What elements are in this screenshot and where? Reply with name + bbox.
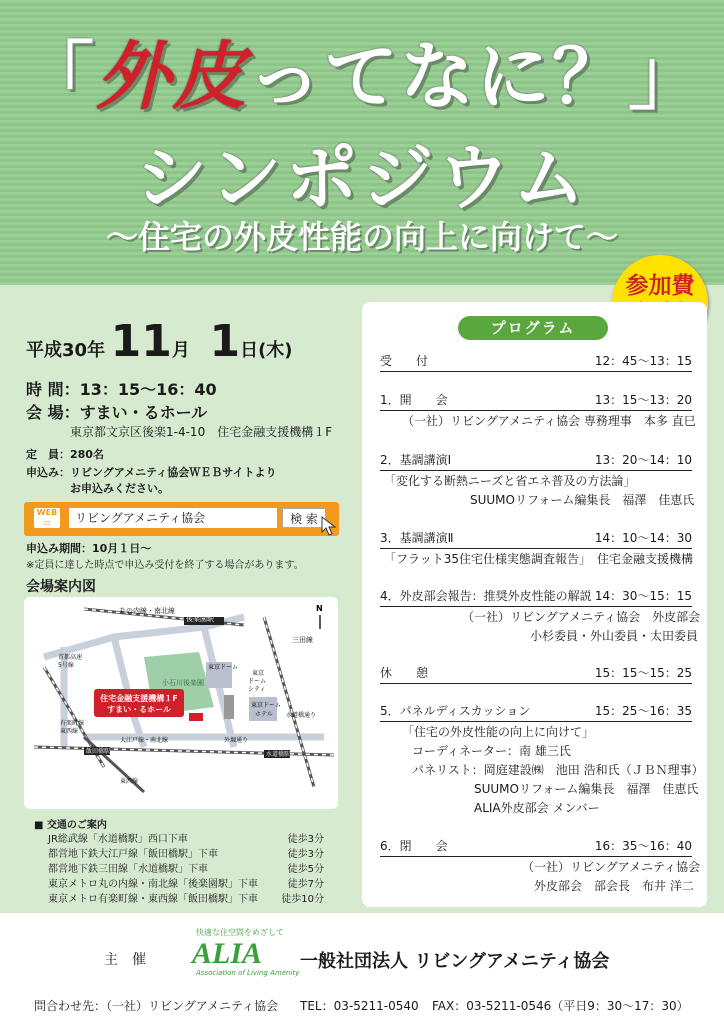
divider — [380, 548, 692, 549]
web-icon: WEB ▭ — [34, 508, 60, 528]
contact-tel: TEL：03-5211-0540 — [300, 999, 419, 1013]
cursor-icon — [320, 516, 338, 536]
host-organization: 一般社団法人 リビングアメニティ協会 — [300, 951, 610, 972]
apply-info: 申込み：リビングアメニティ協会ＷＥＢサイトより — [26, 466, 277, 479]
access-item: 都営地下鉄大江戸線「飯田橋駅」下車 徒歩3分 — [48, 849, 324, 860]
map-label-marunouchi: 丸の内線・南北線 — [119, 607, 175, 615]
program-break: 休 憩 15：15〜15：25 — [380, 666, 692, 680]
program-keynote1-speaker: SUUMOリフォーム編集長 福澤 佳恵氏 — [470, 493, 695, 507]
divider — [380, 721, 692, 722]
program-panel-title: 「住宅の外皮性能の向上に向けて」 — [402, 725, 595, 739]
program-keynote1: 2．基調講演Ⅰ 13：20〜14：10 — [380, 453, 692, 467]
map-label-korakuen: 後楽園駅 — [186, 615, 214, 623]
header-banner — [0, 0, 724, 285]
map-label-hotel1: 東京ドーム — [251, 702, 282, 709]
program-panel-panelist2: SUUMOリフォーム編集長 福澤 佳恵氏 — [474, 782, 699, 796]
map-label-yurakucho1: 有楽町線 — [60, 720, 85, 727]
program-panel-panelist3: ALIA外皮部会 メンバー — [474, 801, 600, 815]
map-label-suidobashi-st: 水道橋駅 — [266, 751, 291, 758]
map-label-iidabashi: 飯田橋駅 — [86, 748, 111, 755]
program-closing-org: （一社）リビングアメニティ協会 — [522, 860, 701, 874]
venue-map — [24, 597, 338, 809]
program-panel-coordinator: コーディネーター：南 雄三氏 — [412, 744, 571, 758]
free-admission-badge: 参加費 — [612, 255, 708, 351]
map-label-suidobashi-ave: 水道橋通り — [286, 712, 317, 719]
venue-marker — [189, 713, 203, 721]
program-keynote2-title: 「フラット35住宅仕様実態調査報告」 住宅金融支援機構 — [384, 552, 694, 566]
program-opening: 1．開 会 13：15〜13：20 — [380, 393, 692, 407]
program-report-members: 小杉委員・外山委員・太田委員 — [530, 629, 699, 643]
program-keynote2: 3．基調講演Ⅱ 14：10〜14：30 — [380, 531, 692, 545]
program-closing: 6．閉 会 16：35〜16：40 — [380, 839, 692, 853]
program-report: 4．外皮部会報告：推奨外皮性能の解説 14：30〜15：15 — [380, 589, 692, 603]
apply-info-2: お申込みください。 — [70, 482, 169, 495]
map-label-dome: 東京ドーム — [208, 664, 239, 671]
map-label-north: N — [316, 604, 323, 613]
logo-tagline: 快適な住空間をめざして — [196, 928, 284, 937]
event-time: 時 間：13：15〜16：40 — [26, 380, 217, 399]
program-keynote1-title: 「変化する断熱ニーズと省エネ普及の方法論」 — [384, 474, 636, 488]
host-label: 主 催 — [104, 952, 146, 968]
map-label-yurakucho2: 東西線 — [60, 728, 79, 735]
access-item: JR総武線「水道橋駅」西口下車 徒歩3分 — [48, 834, 324, 845]
map-label-sotobori: 外堀通り — [224, 737, 249, 744]
map-label-city1: 東京 — [252, 670, 265, 677]
apply-period: 申込み期間：10月１日〜 — [26, 542, 152, 555]
access-heading: ■ 交通のご案内 — [34, 820, 107, 831]
divider — [380, 470, 692, 471]
search-button[interactable]: 検 索 — [282, 508, 326, 528]
map-label-tozai: 東西線 — [120, 778, 139, 785]
event-venue: 会 場：すまい・るホール — [26, 403, 208, 422]
contact-label: 問合わせ先：（一社）リビングアメニティ協会 — [34, 999, 279, 1013]
map-label-shuto2: 5号線 — [58, 662, 74, 669]
building-block — [224, 695, 234, 719]
map-graphic — [24, 597, 338, 809]
event-date: 平成30年 11月 1日(木) — [26, 316, 293, 367]
event-capacity: 定 員：280名 — [26, 448, 104, 461]
venue-label-line2: すまい・るホール — [107, 705, 171, 714]
map-label-mita: 三田線 — [292, 636, 313, 644]
map-label-city3: シティ — [248, 686, 266, 693]
access-item: 東京メトロ丸の内線・南北線「後楽園駅」下車 徒歩7分 — [48, 879, 324, 890]
program-panel — [362, 302, 707, 907]
search-bar — [24, 502, 339, 536]
page-title: 「外皮ってなに？」 — [20, 34, 704, 120]
access-item: 東京メトロ有楽町線・東西線「飯田橋駅」下車 徒歩10分 — [48, 894, 324, 905]
divider — [380, 606, 692, 607]
program-title: プログラム — [458, 316, 608, 340]
map-heading: 会場案内図 — [26, 579, 96, 595]
footer — [0, 913, 724, 1024]
divider — [380, 371, 692, 372]
divider — [380, 856, 692, 857]
logo-subtitle: Association of Living Amenity — [196, 969, 300, 977]
program-opening-speaker: （一社）リビングアメニティ協会 専務理事 本多 直巳 — [402, 414, 696, 428]
program-panel-panelist: パネリスト：岡庭建設㈱ 池田 浩和氏（ＪＢＮ理事） — [412, 763, 704, 777]
program-panel-discussion: 5．パネルディスカッション 15：25〜16：35 — [380, 704, 692, 718]
map-label-shuto1: 首都高速 — [58, 654, 83, 661]
program-reception: 受 付 12：45〜13：15 — [380, 354, 692, 368]
divider — [380, 410, 692, 411]
venue-label-line1: 住宅金融支援機構１F — [100, 694, 178, 703]
map-label-koishikawa: 小石川後楽園 — [162, 679, 204, 687]
access-item: 都営地下鉄三田線「水道橋駅」下車 徒歩5分 — [48, 864, 324, 875]
search-input[interactable]: リビングアメニティ協会 — [69, 508, 277, 528]
program-closing-speaker: 外皮部会 部会長 布井 洋二 — [534, 879, 694, 893]
map-label-hotel2: ホテル — [255, 711, 273, 718]
divider — [380, 683, 692, 684]
program-report-org: （一社）リビングアメニティ協会 外皮部会 — [462, 610, 701, 624]
contact-fax: FAX：03-5211-0546（平日9：30〜17：30） — [432, 999, 689, 1013]
page-title-line2: シンポジウム — [135, 136, 589, 220]
subtitle: 〜住宅の外皮性能の向上に向けて〜 — [105, 218, 618, 256]
map-label-oedo: 大江戸線・南北線 — [120, 737, 169, 744]
apply-note: ※定員に達した時点で申込み受付を終了する場合があります。 — [26, 560, 304, 571]
map-label-city2: ドーム — [248, 678, 267, 685]
event-address: 東京都文京区後楽1-4-10 住宅金融支援機構１F — [70, 425, 333, 439]
alia-logo: ALIA — [192, 937, 263, 970]
